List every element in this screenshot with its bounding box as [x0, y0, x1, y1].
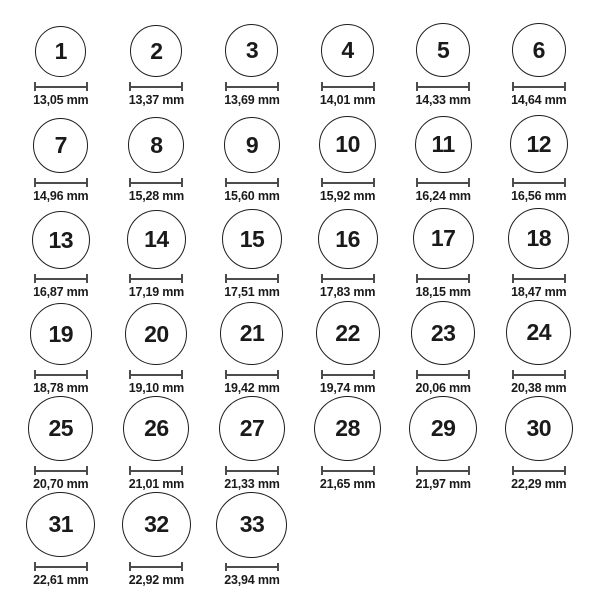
- diameter-dimension-line: [129, 370, 183, 379]
- diameter-measurement-label: 13,37 mm: [128, 93, 185, 107]
- ring-size-number: 14: [144, 226, 169, 252]
- ring-size-item: [109, 108, 205, 204]
- ring-size-number: 4: [341, 37, 354, 63]
- ring-size-item: [13, 396, 109, 492]
- ring-size-number: 25: [48, 415, 74, 441]
- ring-size-number: 15: [239, 225, 265, 252]
- diameter-dimension-line: [321, 466, 375, 475]
- ring-size-number: 31: [48, 511, 74, 538]
- diameter-dimension-line: [129, 82, 183, 91]
- diameter-dimension-line: [321, 178, 375, 187]
- ring-circle: [413, 208, 474, 269]
- diameter-measurement-label: 14,96 mm: [33, 189, 89, 203]
- ring-size-number: 11: [431, 131, 455, 157]
- ring-size-item: [300, 300, 396, 396]
- ring-size-item: [204, 492, 300, 588]
- diameter-measurement-label: 13,05 mm: [33, 93, 89, 107]
- ring-circle: [318, 209, 378, 269]
- diameter-dimension-line: [512, 82, 566, 91]
- ring-circle: [216, 492, 287, 558]
- ring-circle: [219, 396, 285, 461]
- diameter-dimension-line: [416, 370, 470, 379]
- ring-circle: [321, 24, 374, 77]
- diameter-dimension-line: [512, 274, 566, 283]
- diameter-measurement-label: 14,33 mm: [415, 93, 471, 107]
- ring-circle: [415, 116, 472, 173]
- ring-size-number: 21: [239, 320, 265, 346]
- diameter-dimension-line: [34, 562, 88, 571]
- ring-size-number: 33: [239, 511, 265, 538]
- ring-size-number: 17: [430, 225, 456, 251]
- ring-size-item: [300, 396, 396, 492]
- ring-size-number: 12: [526, 130, 552, 157]
- diameter-measurement-label: 15,28 mm: [128, 189, 185, 203]
- ring-size-number: 16: [335, 225, 360, 252]
- ring-size-item: [13, 12, 109, 108]
- diameter-measurement-label: 18,47 mm: [511, 285, 567, 299]
- ring-size-number: 23: [430, 319, 456, 346]
- diameter-dimension-line: [34, 370, 88, 379]
- ring-circle: [35, 26, 86, 77]
- diameter-dimension-line: [512, 370, 566, 379]
- diameter-dimension-line: [34, 466, 88, 475]
- ring-size-number: 29: [430, 415, 456, 442]
- ring-size-item: [491, 12, 587, 108]
- diameter-measurement-label: 17,19 mm: [128, 285, 185, 299]
- diameter-measurement-label: 22,29 mm: [511, 477, 567, 491]
- ring-size-number: 20: [144, 320, 169, 347]
- ring-size-number: 32: [144, 511, 169, 538]
- ring-circle: [409, 396, 477, 461]
- ring-size-item: [13, 204, 109, 300]
- ring-circle: [316, 301, 380, 365]
- ring-size-number: 6: [532, 36, 545, 63]
- diameter-measurement-label: 21,01 mm: [128, 477, 185, 491]
- diameter-measurement-label: 19,42 mm: [224, 381, 280, 395]
- ring-circle: [508, 208, 569, 269]
- ring-size-number: 7: [54, 132, 67, 158]
- diameter-measurement-label: 19,74 mm: [319, 381, 376, 395]
- diameter-measurement-label: 23,94 mm: [224, 573, 280, 587]
- diameter-dimension-line: [225, 466, 279, 475]
- diameter-measurement-label: 14,64 mm: [511, 93, 567, 107]
- diameter-measurement-label: 16,56 mm: [511, 189, 567, 203]
- ring-size-number: 10: [335, 131, 360, 157]
- diameter-dimension-line: [129, 466, 183, 475]
- diameter-measurement-label: 22,92 mm: [128, 573, 185, 587]
- diameter-measurement-label: 15,60 mm: [224, 189, 280, 203]
- ring-circle: [127, 210, 186, 269]
- ring-circle: [225, 24, 278, 77]
- ring-size-number: 1: [54, 38, 67, 64]
- ring-size-item: [13, 300, 109, 396]
- ring-size-number: 9: [245, 131, 259, 158]
- ring-size-number: 27: [239, 415, 265, 442]
- ring-circle: [32, 211, 90, 269]
- diameter-dimension-line: [34, 82, 88, 91]
- diameter-dimension-line: [512, 466, 566, 475]
- diameter-measurement-label: 17,83 mm: [319, 285, 376, 299]
- diameter-measurement-label: 15,92 mm: [319, 189, 376, 203]
- ring-circle: [28, 396, 93, 461]
- diameter-measurement-label: 18,78 mm: [33, 381, 89, 395]
- diameter-dimension-line: [512, 178, 566, 187]
- diameter-measurement-label: 21,65 mm: [319, 477, 376, 491]
- ring-circle: [220, 302, 283, 365]
- ring-size-item: [204, 204, 300, 300]
- ring-circle: [123, 396, 189, 461]
- diameter-dimension-line: [416, 178, 470, 187]
- ring-circle: [122, 492, 191, 557]
- ring-circle: [224, 117, 280, 173]
- ring-size-item: [204, 108, 300, 204]
- ring-size-number: 19: [48, 320, 74, 347]
- ring-circle: [512, 23, 566, 77]
- diameter-measurement-label: 14,01 mm: [319, 93, 376, 107]
- ring-size-item: [204, 300, 300, 396]
- ring-circle: [411, 301, 475, 365]
- diameter-measurement-label: 18,15 mm: [415, 285, 471, 299]
- ring-circle: [505, 396, 573, 461]
- ring-size-number: 30: [526, 415, 552, 442]
- diameter-measurement-label: 20,06 mm: [415, 381, 471, 395]
- ring-size-number: 18: [526, 225, 552, 251]
- diameter-dimension-line: [34, 178, 88, 187]
- ring-circle: [416, 23, 470, 77]
- ring-size-item: [109, 204, 205, 300]
- ring-size-item: [300, 12, 396, 108]
- diameter-dimension-line: [129, 274, 183, 283]
- diameter-dimension-line: [225, 178, 279, 187]
- ring-size-number: 22: [335, 319, 360, 346]
- ring-size-item: [395, 204, 491, 300]
- diameter-measurement-label: 22,61 mm: [33, 573, 89, 587]
- ring-size-item: [395, 396, 491, 492]
- ring-size-item: [109, 12, 205, 108]
- ring-size-number: 26: [144, 415, 169, 442]
- ring-circle: [506, 300, 571, 365]
- diameter-measurement-label: 20,70 mm: [33, 477, 89, 491]
- ring-size-item: [109, 492, 205, 588]
- diameter-measurement-label: 19,10 mm: [128, 381, 185, 395]
- ring-size-number: 24: [526, 319, 552, 345]
- ring-circle: [314, 396, 381, 461]
- ring-size-item: [395, 12, 491, 108]
- ring-size-item: [109, 396, 205, 492]
- ring-size-item: [300, 204, 396, 300]
- ring-size-item: [204, 396, 300, 492]
- ring-size-item: [395, 300, 491, 396]
- ring-size-number: 8: [150, 131, 163, 158]
- diameter-dimension-line: [416, 466, 470, 475]
- ring-circle: [130, 25, 182, 77]
- diameter-dimension-line: [321, 370, 375, 379]
- ring-size-number: 13: [48, 226, 74, 253]
- ring-size-item: [395, 108, 491, 204]
- ring-circle: [125, 303, 187, 365]
- diameter-measurement-label: 16,24 mm: [415, 189, 471, 203]
- ring-size-item: [491, 204, 587, 300]
- ring-size-item: [204, 12, 300, 108]
- ring-circle: [128, 117, 184, 173]
- diameter-measurement-label: 16,87 mm: [33, 285, 89, 299]
- ring-circle: [222, 209, 282, 269]
- diameter-dimension-line: [225, 274, 279, 283]
- diameter-measurement-label: 17,51 mm: [224, 285, 280, 299]
- ring-size-item: [491, 300, 587, 396]
- ring-circle: [30, 303, 92, 365]
- diameter-dimension-line: [321, 82, 375, 91]
- ring-size-item: [109, 300, 205, 396]
- ring-circle: [319, 116, 376, 173]
- ring-circle: [26, 492, 95, 557]
- ring-circle: [510, 115, 568, 173]
- diameter-dimension-line: [416, 82, 470, 91]
- ring-size-item: [491, 396, 587, 492]
- ring-circle: [33, 118, 88, 173]
- diameter-dimension-line: [225, 82, 279, 91]
- ring-size-number: 2: [150, 37, 163, 64]
- ring-size-item: [491, 108, 587, 204]
- diameter-dimension-line: [129, 562, 183, 571]
- ring-size-number: 5: [437, 36, 450, 63]
- diameter-measurement-label: 13,69 mm: [224, 93, 280, 107]
- diameter-measurement-label: 21,33 mm: [224, 477, 280, 491]
- diameter-dimension-line: [416, 274, 470, 283]
- ring-size-item: [13, 108, 109, 204]
- diameter-dimension-line: [225, 563, 279, 571]
- diameter-dimension-line: [129, 178, 183, 187]
- diameter-measurement-label: 21,97 mm: [415, 477, 471, 491]
- ring-size-number: 3: [245, 37, 259, 63]
- diameter-measurement-label: 20,38 mm: [511, 381, 567, 395]
- ring-size-item: [13, 492, 109, 588]
- diameter-dimension-line: [34, 274, 88, 283]
- diameter-dimension-line: [321, 274, 375, 283]
- diameter-dimension-line: [225, 370, 279, 379]
- ring-size-number: 28: [335, 415, 360, 442]
- ring-size-item: [300, 108, 396, 204]
